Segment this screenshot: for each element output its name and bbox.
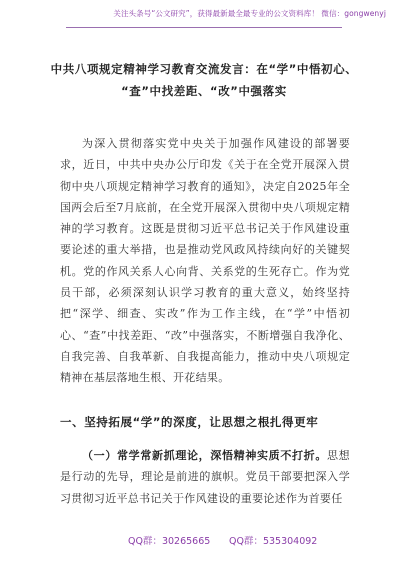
subsection-paragraph-1 bbox=[60, 445, 350, 509]
header-banner: 关注头条号“公文研究”，获得最新最全最专业的公文资料库！ 微信：gongwenyj bbox=[113, 9, 386, 18]
header-divider bbox=[66, 27, 342, 28]
footer-qq-group-2: QQ群：535304092 bbox=[229, 536, 318, 547]
subsection-text-1: 思想是行动的先导，理论是前进的旗帜。党员干部要把深入学习贯彻习近平总书记关于作风建设的重要论述作为首要任 bbox=[60, 449, 350, 505]
document-title bbox=[50, 58, 358, 102]
title-line-1: 中共八项规定精神学习教育交流发言：在“学”中悟初心、 bbox=[50, 62, 358, 76]
subsection-lead-1: （一）常学常新抓理论，深悟精神实质不打折。 bbox=[82, 449, 328, 462]
section-heading-1: 一、坚持拓展“学”的深度，让思想之根扎得更牢 bbox=[60, 415, 319, 429]
footer-qq-group-1: QQ群：30265665 bbox=[128, 536, 211, 547]
intro-paragraph: 为深入贯彻落实党中央关于加强作风建设的部署要求，近日，中共中央办公厅印发《关于在全党开展深入贯彻中央八项规定精神学习教育的通知》，决定自2025年全国两会后至7月底前，在全党开展深入贯彻中央八项规定精神的学习教育。这既是贯彻习近平总书记关于作风建设重要论述的重大举措，也是推动党风政风持续向好的关键契机。党的作风关系人心向背、关系党的生死存亡。作为党员干部，必须深刻认识学习教育的重大意义，始终坚持把“深学、细查、实改”作为工作主线，在“学”中悟初心、“查”中找差距、“改”中强落实，不断增强自我净化、自我完善、自我革新、自我提高能力，推动中央八项规定精神在基层落地生根、开花结果。 bbox=[60, 137, 350, 385]
title-line-2: “查”中找差距、“改”中强落实 bbox=[121, 84, 287, 98]
